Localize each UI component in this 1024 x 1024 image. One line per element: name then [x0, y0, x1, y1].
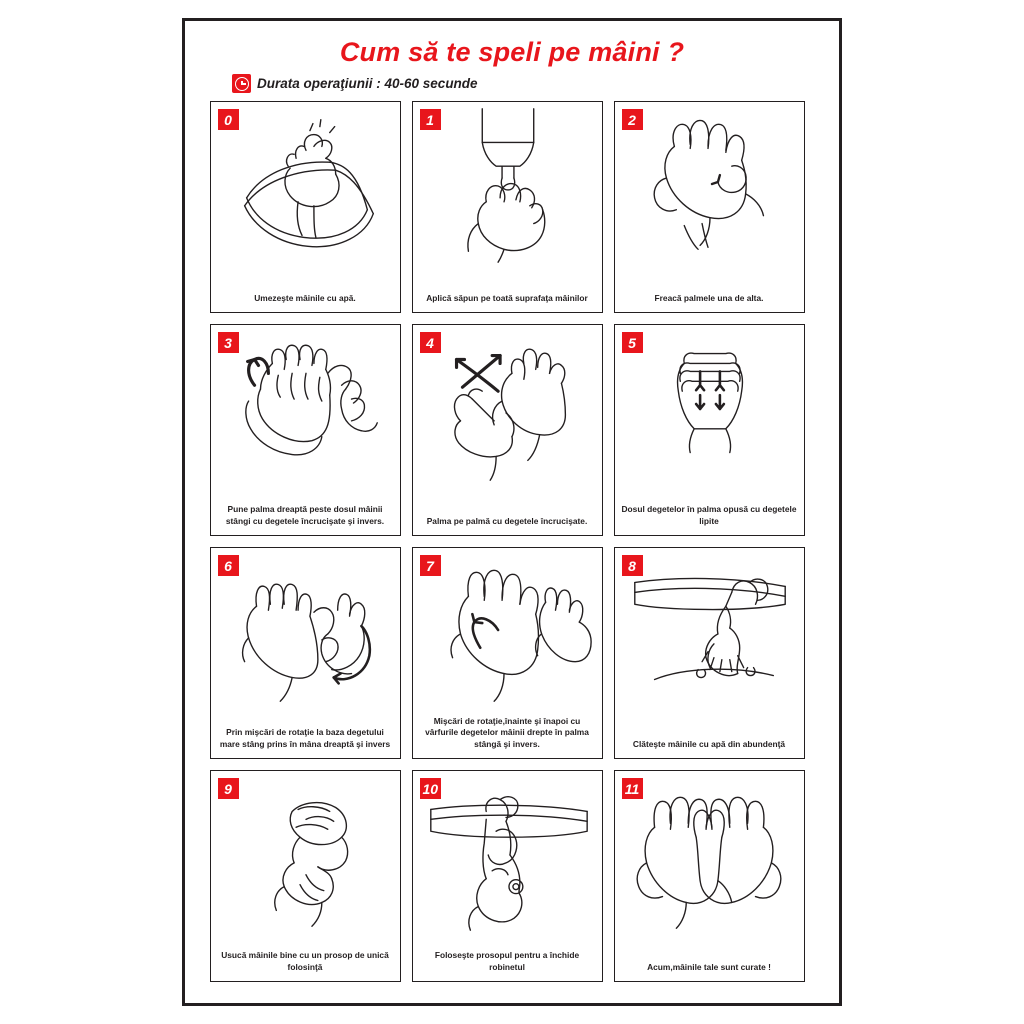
step-number-badge: 1	[420, 109, 441, 130]
step-illustration-wet-hands	[211, 106, 400, 264]
step-caption: Foloseşte prosopul pentru a închide robinetul	[434, 950, 580, 972]
step-cell	[412, 770, 603, 982]
step-cell	[412, 101, 603, 313]
step-illustration-clean-hands	[615, 775, 804, 933]
step-cell	[614, 324, 805, 536]
step-caption: Aplică săpun pe toată suprafaţa mâinilor	[426, 292, 588, 303]
step-cell	[210, 770, 401, 982]
step-caption: Usucă mâinile bine cu un prosop de unică folosinţă	[221, 950, 389, 972]
step-illustration-fingertips-in-palm	[413, 552, 602, 710]
step-caption: Dosul degetelor în palma opusă cu degetele lipite	[621, 504, 797, 526]
step-illustration-palm-to-palm	[615, 106, 804, 264]
duration-row	[232, 74, 839, 93]
step-caption: Freacă palmele una de alta.	[654, 292, 764, 303]
step-number-badge: 10	[420, 778, 442, 799]
step-cell	[210, 547, 401, 759]
page-title: Cum să te speli pe mâini ?	[339, 37, 685, 67]
step-cell	[210, 101, 401, 313]
step-number-badge: 0	[218, 109, 239, 130]
step-caption: Clăteşte mâinile cu apă din abundenţă	[632, 738, 786, 749]
step-number-badge: 5	[622, 332, 643, 353]
step-number-badge: 9	[218, 778, 239, 799]
steps-grid	[210, 101, 815, 982]
step-caption: Prin mişcări de rotaţie la baza degetului mare stâng prins în mâna dreaptă şi invers	[219, 727, 391, 749]
step-number-badge: 3	[218, 332, 239, 353]
step-illustration-fingers-interlaced	[413, 329, 602, 487]
step-illustration-back-of-hands	[211, 329, 400, 487]
step-illustration-apply-soap	[413, 106, 602, 264]
step-illustration-knuckles-in-palm	[615, 329, 804, 487]
step-cell	[412, 324, 603, 536]
step-caption: Mişcări de rotaţie,înainte şi înapoi cu vârfurile degetelor mâinii drepte în palma stângă şi invers.	[425, 715, 589, 749]
step-number-badge: 7	[420, 555, 441, 576]
step-number-badge: 11	[622, 778, 643, 799]
step-illustration-thumb-rotation	[211, 552, 400, 710]
step-cell	[412, 547, 603, 759]
step-caption: Palma pe palmă cu degetele încrucişate.	[426, 515, 588, 526]
step-illustration-rinse-hands	[615, 552, 804, 710]
step-number-badge: 4	[420, 332, 441, 353]
step-caption: Umezeşte mâinile cu apă.	[254, 292, 356, 303]
step-illustration-dry-with-towel	[211, 775, 400, 933]
clock-icon	[232, 74, 251, 93]
step-cell	[614, 101, 805, 313]
step-caption: Pune palma dreaptă peste dosul mâinii stângi cu degetele încrucişate şi invers.	[225, 504, 385, 526]
step-number-badge: 8	[622, 555, 643, 576]
step-number-badge: 2	[622, 109, 643, 130]
duration-label: Durata operaţiunii : 40-60 secunde	[257, 76, 478, 91]
step-cell	[614, 547, 805, 759]
step-caption: Acum,mâinile tale sunt curate !	[647, 961, 771, 972]
handwashing-poster	[182, 18, 842, 1006]
step-number-badge: 6	[218, 555, 239, 576]
step-cell	[614, 770, 805, 982]
step-cell	[210, 324, 401, 536]
